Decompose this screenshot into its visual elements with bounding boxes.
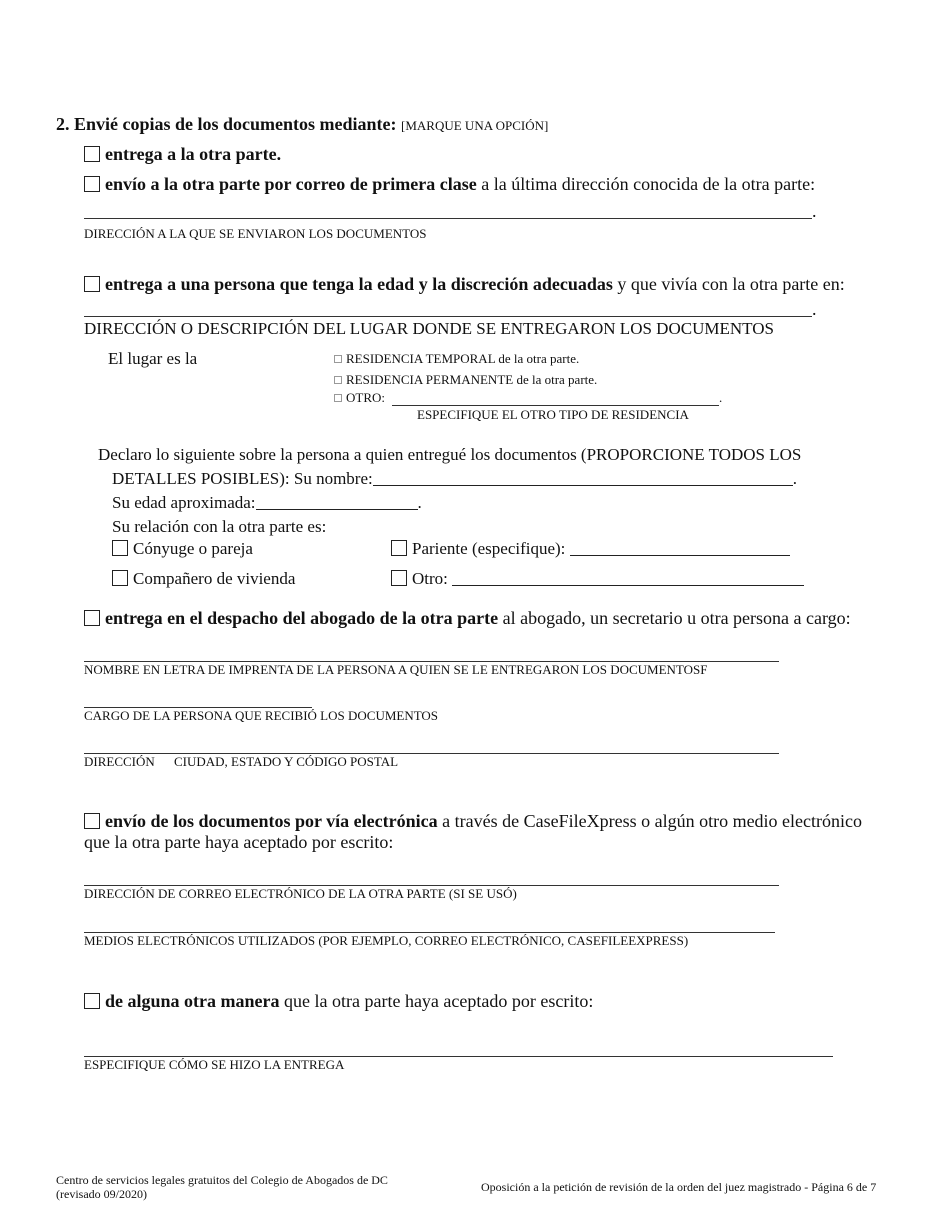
other-residence-label: ESPECIFIQUE EL OTRO TIPO DE RESIDENCIA	[417, 407, 689, 422]
section-heading: 2. Envié copias de los documentos mediante: [MARQUE UNA OPCIÓN]	[56, 114, 549, 134]
option-personal-delivery: entrega a la otra parte.	[84, 144, 281, 165]
option-other-residence: OTRO:	[334, 390, 385, 406]
person-address-label: DIRECCIÓN O DESCRIPCIÓN DEL LUGAR DONDE SE ENTREGARON LOS DOCUMENTOS	[84, 319, 774, 338]
footer-doc-title: Oposición a la petición de revisión de la orden del juez magistrado - Página 6 de 7	[481, 1180, 877, 1194]
option-rel-roommate: Compañero de vivienda	[112, 569, 295, 589]
relation-label: Su relación con la otra parte es:	[112, 517, 327, 536]
relation-other-field[interactable]	[452, 570, 804, 586]
checkbox-rel-other[interactable]	[391, 570, 407, 586]
checkbox-first-class-mail[interactable]	[84, 176, 100, 192]
checkbox-other-way[interactable]	[84, 993, 100, 1009]
option-temp-residence: RESIDENCIA TEMPORAL de la otra parte.	[334, 351, 579, 367]
person-address-line[interactable]	[84, 316, 812, 317]
option-suitable-person: entrega a una persona que tenga la edad y la discreción adecuadas y que vivía con la otra parte en:	[84, 274, 845, 295]
mail-address-label: DIRECCIÓN A LA QUE SE ENVIARON LOS DOCUMENTOS	[84, 226, 427, 241]
checkbox-electronic[interactable]	[84, 813, 100, 829]
option-first-class-mail: envío a la otra parte por correo de primera clase a la última dirección conocida de la otra parte:	[84, 174, 815, 195]
checkbox-temp-residence[interactable]	[334, 355, 342, 363]
option-attorney-office: entrega en el despacho del abogado de la otra parte al abogado, un secretario u otra persona a cargo:	[84, 608, 851, 629]
mail-address-line[interactable]	[84, 218, 812, 219]
email-label: DIRECCIÓN DE CORREO ELECTRÓNICO DE LA OTRA PARTE (SI SE USÓ)	[84, 886, 517, 901]
emedia-label: MEDIOS ELECTRÓNICOS UTILIZADOS (POR EJEMPLO, CORREO ELECTRÓNICO, CASEFILEEXPRESS)	[84, 933, 689, 948]
office-address-label: DIRECCIÓN	[84, 754, 155, 769]
office-city-label: CIUDAD, ESTADO Y CÓDIGO POSTAL	[174, 754, 399, 769]
office-title-label: CARGO DE LA PERSONA QUE RECIBIÓ LOS DOCUMENTOS	[84, 708, 439, 723]
mail-address-period: .	[812, 201, 817, 221]
option-rel-relative: Pariente (especifique):	[391, 539, 790, 559]
option-rel-other: Otro:	[391, 569, 804, 589]
option-perm-residence: RESIDENCIA PERMANENTE de la otra parte.	[334, 372, 597, 388]
footer-revised: (revisado 09/2020)	[56, 1187, 147, 1201]
checkbox-rel-roommate[interactable]	[112, 570, 128, 586]
declare-line-1: Declaro lo siguiente sobre la persona a quien entregué los documentos (PROPORCIONE TODOS LOS	[98, 445, 802, 464]
checkbox-other-residence[interactable]	[334, 394, 342, 402]
checkbox-personal-delivery[interactable]	[84, 146, 100, 162]
age-row: Su edad aproximada: .	[112, 493, 422, 512]
footer-org: Centro de servicios legales gratuitos del Colegio de Abogados de DC	[56, 1173, 388, 1187]
office-name-label: NOMBRE EN LETRA DE IMPRENTA DE LA PERSONA A QUIEN SE LE ENTREGARON LOS DOCUMENTOSF	[84, 662, 708, 677]
relative-specify-field[interactable]	[570, 540, 790, 556]
option-rel-spouse: Cónyuge o pareja	[112, 539, 253, 559]
checkbox-suitable-person[interactable]	[84, 276, 100, 292]
checkbox-attorney-office[interactable]	[84, 610, 100, 626]
checkbox-rel-relative[interactable]	[391, 540, 407, 556]
electronic-line-2: que la otra parte haya aceptado por escrito:	[84, 832, 394, 852]
person-name-field[interactable]	[373, 470, 793, 486]
otherway-label: ESPECIFIQUE CÓMO SE HIZO LA ENTREGA	[84, 1057, 345, 1072]
checkbox-perm-residence[interactable]	[334, 376, 342, 384]
option-electronic: envío de los documentos por vía electrónica a través de CaseFileXpress o algún otro medio electrónico	[84, 811, 862, 832]
option-other-way: de alguna otra manera que la otra parte haya aceptado por escrito:	[84, 991, 593, 1012]
other-residence-period: .	[719, 390, 723, 405]
person-address-period: .	[812, 299, 817, 319]
other-residence-line[interactable]	[392, 405, 719, 406]
age-field[interactable]	[256, 494, 418, 510]
declare-line-2: DETALLES POSIBLES): Su nombre: .	[112, 469, 797, 488]
checkbox-rel-spouse[interactable]	[112, 540, 128, 556]
place-is-label: El lugar es la	[108, 349, 198, 368]
